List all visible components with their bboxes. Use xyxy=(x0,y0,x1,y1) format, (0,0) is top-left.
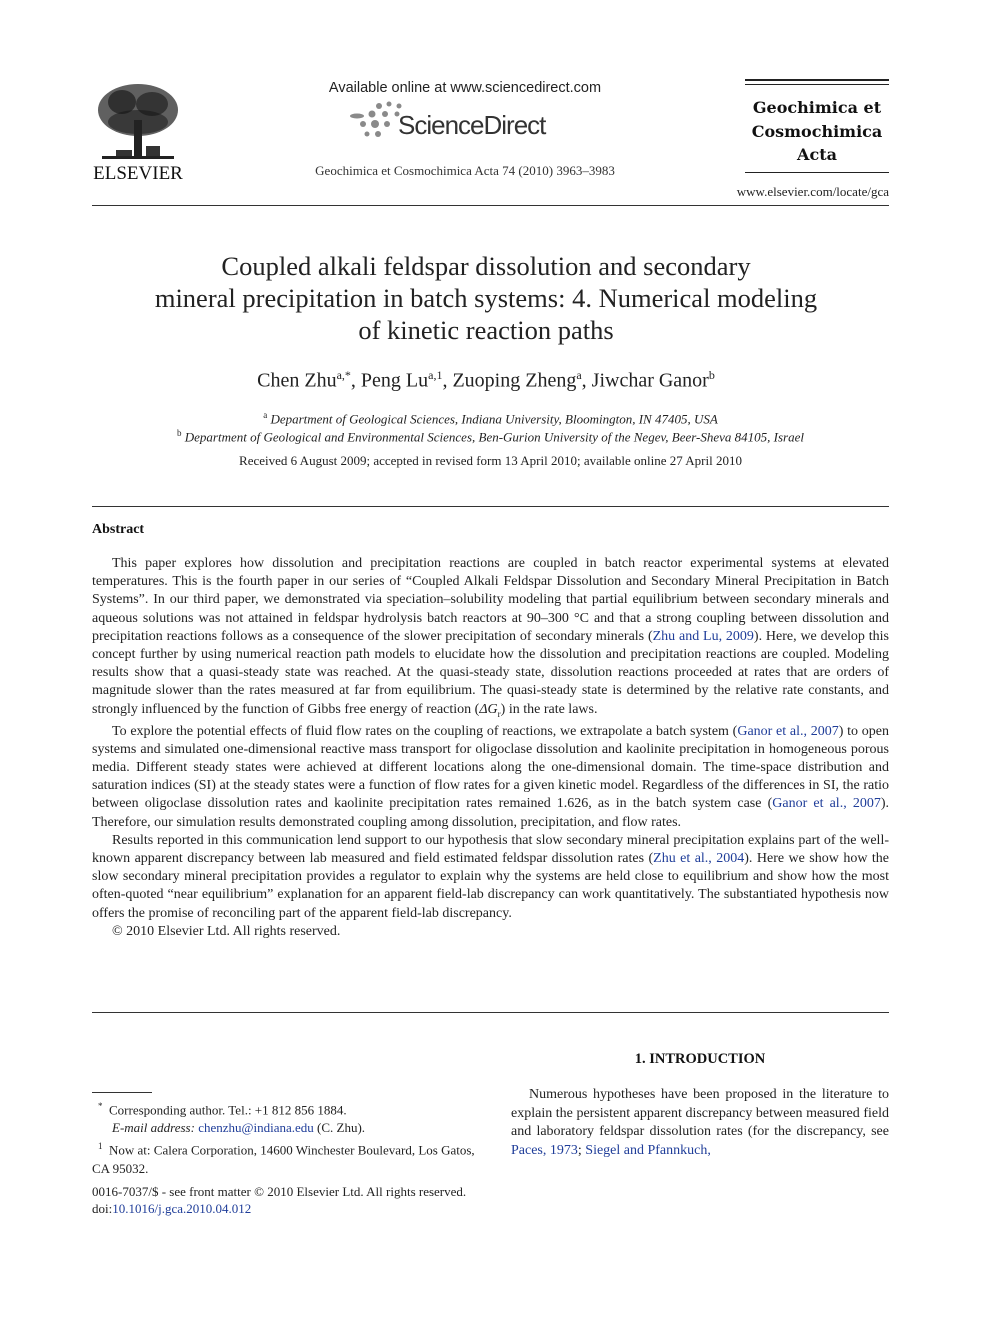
citation-link[interactable]: Ganor et al., 2007 xyxy=(772,796,881,812)
author-affiliation-mark[interactable]: b xyxy=(708,368,715,382)
email-label: E-mail address: xyxy=(112,1120,195,1136)
title-line: of kinetic reaction paths xyxy=(358,315,614,345)
citation-link[interactable]: Paces, 1973 xyxy=(511,1142,578,1158)
abstract-paragraph xyxy=(92,555,889,723)
copyright-line: © 2010 Elsevier Ltd. All rights reserved. xyxy=(112,923,341,939)
title-line: mineral precipitation in batch systems: 4. Numerical modeling xyxy=(154,283,818,313)
footnote-mark: 1 xyxy=(98,1141,103,1152)
journal-name-line: Acta xyxy=(797,145,837,164)
abstract-text: To explore the potential effects of fluid flow rates on the coupling of reactions, we extrapolate a batch system ( xyxy=(112,723,738,739)
author-list xyxy=(92,368,880,393)
front-matter-info xyxy=(92,1183,512,1217)
abstract-text: ) to open systems and simulated one-dimensional reactive mass transport for oligoclase dissolution and kaolinite precipitation in homogeneous porous media. Different steady states were achieved at different locations along the one-dimensional domain. The time-space distribution and saturation indices (SI) at the steady states were a function of flow rates for a given kinetic model. Regardless of the differences in SI, the ratio between oligoclase dissolution rates and kaolinite precipitation rates remained 1.626, as in the batch system case ( xyxy=(92,723,889,812)
journal-name-line: Geochimica et xyxy=(752,98,882,117)
journal-url[interactable]: www.elsevier.com/locate/gca xyxy=(736,184,889,199)
introduction-text: ; xyxy=(577,1142,586,1158)
footnote-text: Now at: Calera Corporation, 14600 Winchester Boulevard, Los Gatos, CA 95032. xyxy=(92,1142,475,1176)
header-divider xyxy=(92,205,889,206)
citation-link[interactable]: Siegel and Pfannkuch, xyxy=(585,1142,711,1158)
doi-line xyxy=(92,1200,512,1217)
abstract-text: ). Here, we develop this concept further by using numerical reaction path models to elucidate how the dissolution and precipitation reactions are coupled. Modeling results show that a quasi-steady state was reached. At the quasi-steady state, dissolution reactions proceeded at rates that are orders of magnitude slower than the rates measured at far from equilibrium. The quasi-steady state is determined by the relative rate constants, and strongly influenced by the function of Gibbs free energy of reaction ( xyxy=(92,628,889,717)
author-name: Chen Zhu xyxy=(257,369,337,392)
available-online-text: Available online at www.sciencedirect.com xyxy=(328,80,602,96)
journal-name xyxy=(745,96,889,167)
footnote-corresponding xyxy=(92,1097,478,1119)
abstract-text: This paper explores how dissolution and precipitation reactions are coupled in batch reactor experimental systems at elevated temperatures. This is the fourth paper in our series of “Coupled Alkali Feldspar Dissolution and Secondary Mineral Precipitation in Batch Systems”. In our third paper, we demonstrated via speciation–solubility modeling that partial equilibrium between secondary minerals and aqueous solutions was not attained in feldspar hydrolysis batch reactors at 90–300 °C and that a strong coupling between dissolution and precipitation reactions follows as a consequence of the slower precipitation of secondary minerals ( xyxy=(92,556,889,644)
author-name: Jiwchar Ganor xyxy=(591,369,709,392)
citation-link[interactable]: Zhu et al., 2004 xyxy=(653,851,745,867)
affiliation-a xyxy=(92,410,889,427)
abstract-text: Results reported in this communication lend support to our hypothesis that slow secondary mineral precipitation explains part of the well-known apparent discrepancy between lab measured and field estimated feldspar dissolution rates ( xyxy=(92,832,889,867)
abstract-top-rule xyxy=(92,506,889,507)
article-title xyxy=(92,250,880,346)
author-separator: , xyxy=(581,369,592,392)
section-heading-introduction: 1. INTRODUCTION xyxy=(634,1051,766,1067)
affiliation-text: Department of Geological and Environmental Sciences, Ben-Gurion University of the Negev, Beer-Sheva 84105, Israel xyxy=(184,429,804,445)
affiliation-mark: b xyxy=(177,428,182,438)
journal-name-rule xyxy=(745,79,889,81)
issn-line: 0016-7037/$ - see front matter © 2010 Elsevier Ltd. All rights reserved. xyxy=(92,1184,467,1199)
footnotes xyxy=(92,1097,478,1178)
affiliation-text: Department of Geological Sciences, Indiana University, Bloomington, IN 47405, USA xyxy=(270,411,718,427)
title-line: Coupled alkali feldspar dissolution and secondary xyxy=(221,251,751,281)
citation-link[interactable]: Zhu and Lu, 2009 xyxy=(652,628,754,644)
affiliation-b xyxy=(92,428,889,445)
sciencedirect-logo-text[interactable]: ScienceDirect xyxy=(398,110,546,140)
abstract-paragraph xyxy=(92,723,889,832)
footnote-text: Corresponding author. Tel.: +1 812 856 1884. xyxy=(109,1102,347,1118)
doi-prefix: doi: xyxy=(92,1201,113,1216)
author-name: Peng Lu xyxy=(360,369,429,392)
doi-link[interactable]: 10.1016/j.gca.2010.04.012 xyxy=(112,1201,252,1216)
author-separator: , xyxy=(350,369,361,392)
footnote-rule xyxy=(92,1092,152,1093)
introduction-body xyxy=(511,1086,889,1160)
citation-link[interactable]: Ganor et al., 2007 xyxy=(737,723,839,739)
abstract-math-subscript: r xyxy=(497,708,501,719)
footnote-text: (C. Zhu). xyxy=(317,1120,366,1136)
footnote-email xyxy=(92,1119,478,1137)
email-link[interactable]: chenzhu@indiana.edu xyxy=(198,1120,314,1136)
abstract-text: ). Therefore, our simulation results demonstrated coupling among dissolution, precipitation, and flow rates. xyxy=(92,796,889,830)
author-separator: , xyxy=(442,369,453,392)
journal-name-rule xyxy=(745,172,889,173)
introduction-paragraph xyxy=(511,1086,889,1160)
author-affiliation-mark[interactable]: a,* xyxy=(336,368,351,382)
author-affiliation-mark[interactable]: a,1 xyxy=(428,368,443,382)
abstract-text: ) in the rate laws. xyxy=(500,701,598,717)
abstract-body xyxy=(92,555,889,941)
footnote-mark: * xyxy=(98,1101,103,1111)
abstract-paragraph xyxy=(92,832,889,923)
author-name: Zuoping Zheng xyxy=(452,369,577,392)
abstract-math: ΔG xyxy=(479,701,498,717)
received-dates: Received 6 August 2009; accepted in revised form 13 April 2010; available online 27 April 2010 xyxy=(239,453,742,468)
author-affiliation-mark[interactable]: a xyxy=(576,368,582,382)
journal-citation: Geochimica et Cosmochimica Acta 74 (2010) 3963–3983 xyxy=(315,163,615,178)
publisher-wordmark: ELSEVIER xyxy=(93,163,183,184)
footnote-1 xyxy=(92,1137,478,1177)
journal-name-rule xyxy=(745,84,889,85)
journal-name-line: Cosmochimica xyxy=(751,121,883,141)
affiliation-mark: a xyxy=(263,410,268,420)
abstract-heading: Abstract xyxy=(92,522,145,537)
abstract-bottom-rule xyxy=(92,1012,889,1013)
abstract-text: ). Here we show how the slow secondary mineral precipitation provides a regulator to explain why the systems are held close to equilibrium and show how the most often-quoted “near equilibrium” explanation for an apparent field-lab discrepancy can work quantitatively. The substantiated hypothesis now offers the promise of reconciling part of the apparent field-lab discrepancy. xyxy=(92,851,889,921)
introduction-text: Numerous hypotheses have been proposed in the literature to explain the persistent apparent discrepancy between measured field and laboratory feldspar dissolution rates (for the discrepancy, see xyxy=(511,1087,889,1139)
